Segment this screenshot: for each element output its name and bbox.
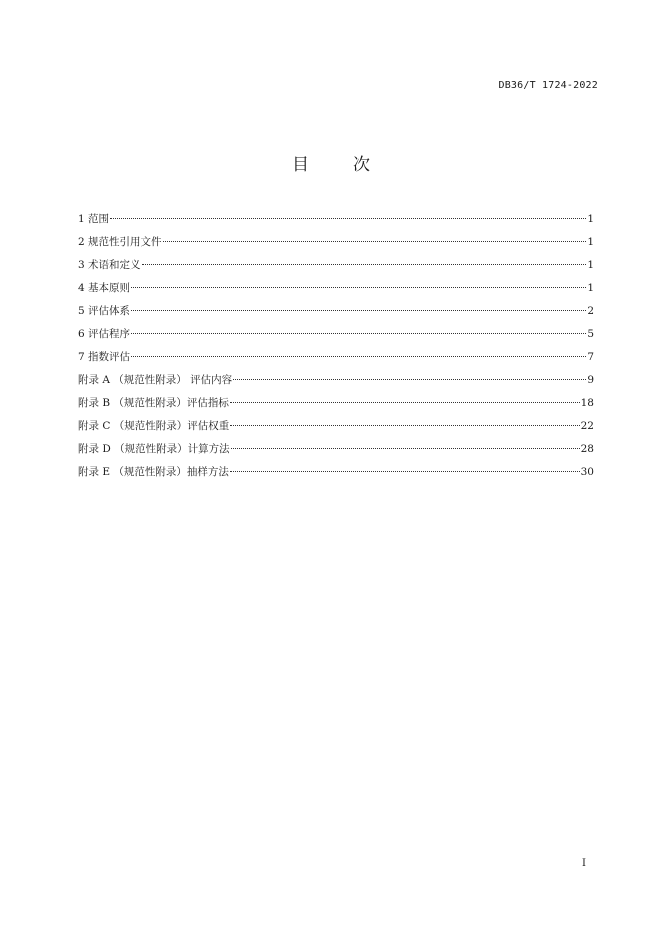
toc-leader-dots	[142, 264, 587, 265]
toc-entry-label: 附录 A （规范性附录） 评估内容	[78, 374, 233, 386]
toc-entry-index-evaluation[interactable]	[78, 346, 594, 369]
toc-entry-page: 2	[587, 305, 594, 317]
toc-entry-page: 18	[580, 397, 594, 409]
toc-entry-appendix-a[interactable]	[78, 369, 594, 392]
toc-entry-label: 1 范围	[78, 213, 110, 225]
toc-title	[0, 150, 662, 175]
toc-leader-dots	[131, 333, 586, 334]
document-code: DB36/T 1724-2022	[498, 80, 598, 91]
toc-entry-label: 3 术语和定义	[78, 259, 141, 271]
toc-leader-dots	[131, 356, 586, 357]
toc-entry-label: 附录 C （规范性附录）评估权重	[78, 420, 230, 432]
toc-entry-page: 28	[580, 443, 594, 455]
toc-entry-terms-definitions[interactable]	[78, 254, 594, 277]
toc-entry-page: 1	[587, 259, 594, 271]
toc-entry-appendix-c[interactable]	[78, 415, 594, 438]
toc-entry-label: 6 评估程序	[78, 328, 131, 340]
toc-entry-appendix-d[interactable]	[78, 438, 594, 461]
toc-entry-page: 1	[587, 282, 594, 294]
toc-entry-evaluation-system[interactable]	[78, 300, 594, 323]
toc-entry-appendix-b[interactable]	[78, 392, 594, 415]
toc-entry-label: 2 规范性引用文件	[78, 236, 162, 248]
toc-entry-evaluation-procedure[interactable]	[78, 323, 594, 346]
toc-entry-page: 9	[587, 374, 594, 386]
toc-entry-label: 7 指数评估	[78, 351, 131, 363]
toc-leader-dots	[230, 425, 579, 426]
toc-entry-basic-principles[interactable]	[78, 277, 594, 300]
table-of-contents	[78, 208, 594, 484]
page-number: I	[582, 858, 586, 869]
toc-entry-label: 4 基本原则	[78, 282, 131, 294]
toc-leader-dots	[110, 218, 586, 219]
toc-entry-scope[interactable]	[78, 208, 594, 231]
toc-leader-dots	[163, 241, 587, 242]
toc-entry-page: 30	[580, 466, 594, 478]
toc-entry-page: 7	[587, 351, 594, 363]
toc-entry-label: 5 评估体系	[78, 305, 131, 317]
toc-leader-dots	[131, 310, 586, 311]
toc-leader-dots	[230, 471, 580, 472]
toc-leader-dots	[230, 402, 580, 403]
toc-leader-dots	[233, 379, 586, 380]
toc-entry-page: 5	[587, 328, 594, 340]
toc-entry-page: 22	[580, 420, 594, 432]
toc-title-char-2: 次	[353, 155, 370, 175]
toc-entry-label: 附录 B （规范性附录）评估指标	[78, 397, 229, 409]
toc-leader-dots	[131, 287, 586, 288]
toc-entry-normative-references[interactable]	[78, 231, 594, 254]
toc-leader-dots	[231, 448, 580, 449]
toc-entry-label: 附录 E （规范性附录）抽样方法	[78, 466, 229, 478]
toc-entry-page: 1	[587, 236, 594, 248]
toc-entry-label: 附录 D （规范性附录）计算方法	[78, 443, 230, 455]
toc-entry-page: 1	[587, 213, 594, 225]
toc-title-char-1: 目	[292, 155, 309, 175]
toc-entry-appendix-e[interactable]	[78, 461, 594, 484]
